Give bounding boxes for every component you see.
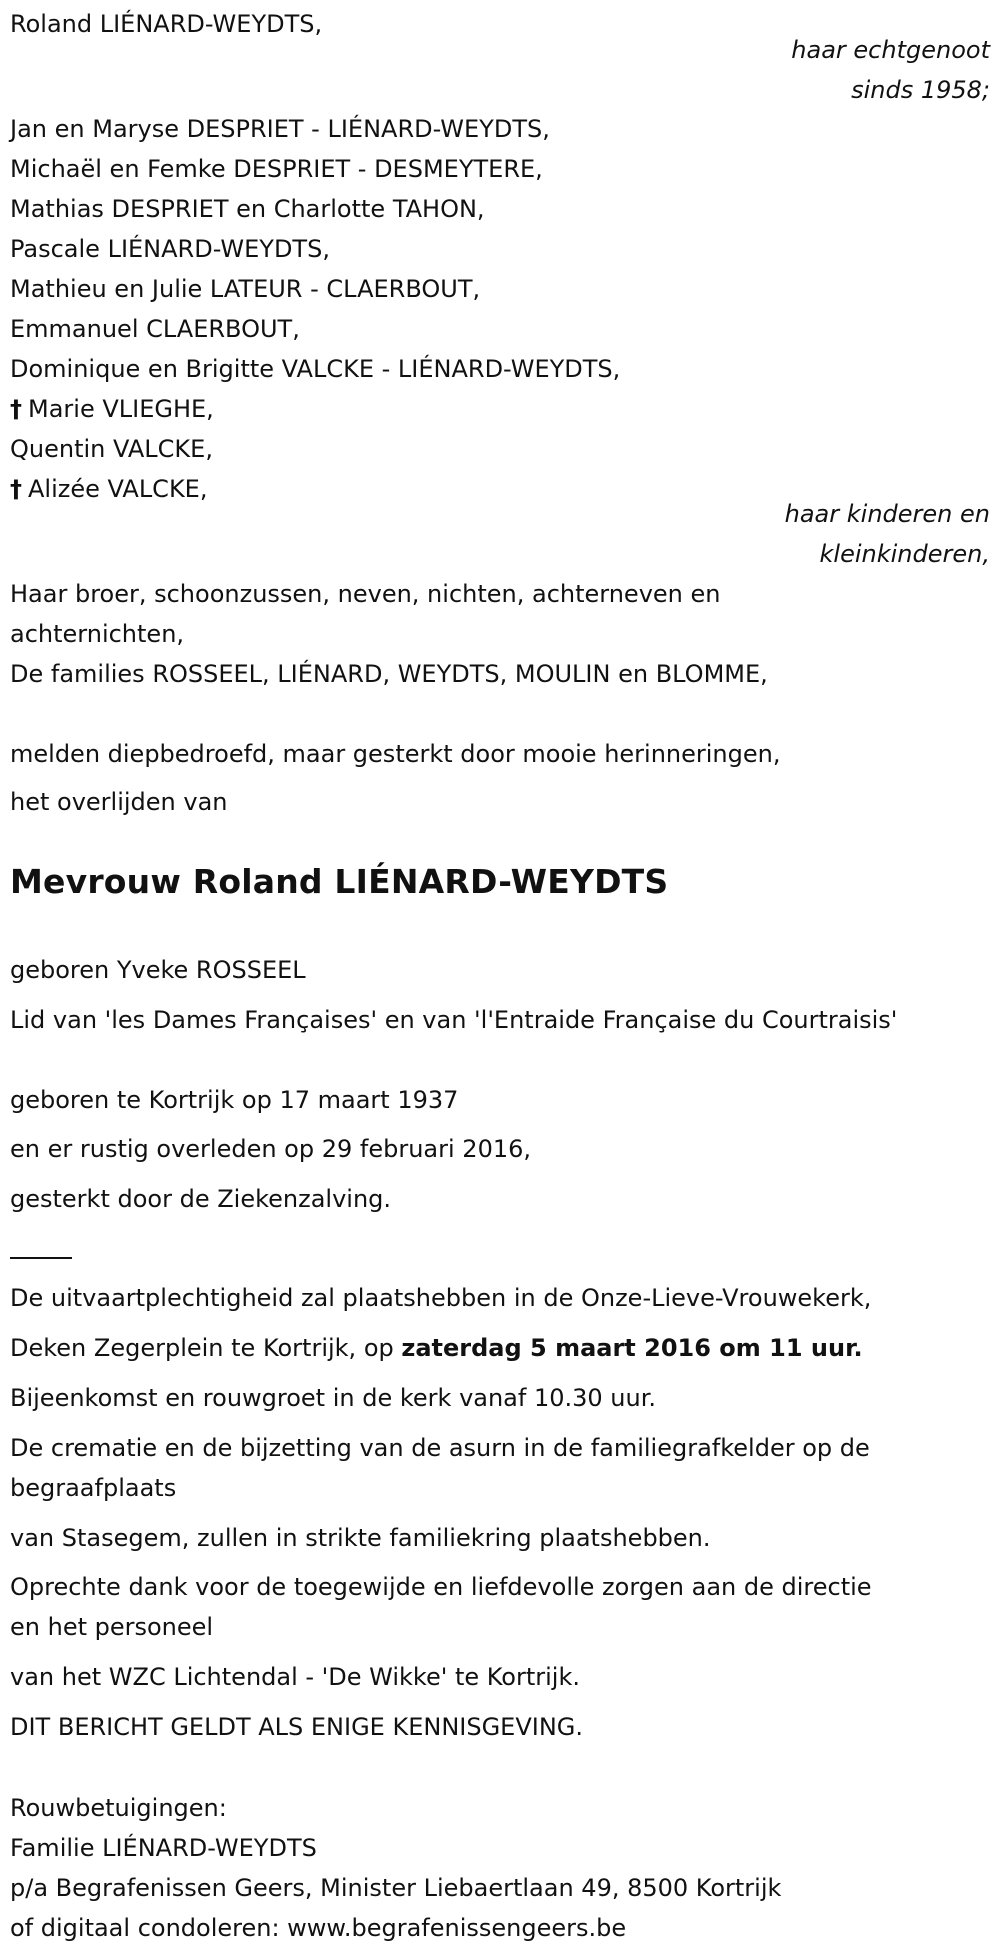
- condolences-address: p/a Begrafenissen Geers, Minister Liebaertlaan 49, 8500 Kortrijk: [10, 1874, 782, 1902]
- relatives-line3: De families ROSSEEL, LIÉNARD, WEYDTS, MOULIN en BLOMME,: [10, 660, 768, 688]
- family-line: Mathias DESPRIET en Charlotte TAHON,: [10, 195, 485, 223]
- funeral-line4a: De crematie en de bijzetting van de asurn in de familiegrafkelder op de: [10, 1434, 870, 1462]
- family-line: Emmanuel CLAERBOUT,: [10, 315, 300, 343]
- family-line: Pascale LIÉNARD-WEYDTS,: [10, 235, 330, 263]
- family-line: Jan en Maryse DESPRIET - LIÉNARD-WEYDTS,: [10, 115, 550, 143]
- family-line-deceased: [10, 477, 207, 501]
- born-as: geboren Yveke ROSSEEL: [10, 956, 306, 984]
- family-line: Mathieu en Julie LATEUR - CLAERBOUT,: [10, 275, 481, 303]
- cross-icon: †: [10, 395, 22, 423]
- funeral-line4b: begraafplaats: [10, 1474, 177, 1502]
- funeral-line6a: Oprechte dank voor de toegewijde en liefdevolle zorgen aan de directie: [10, 1573, 872, 1601]
- membership: Lid van 'les Dames Françaises' en van 'l'Entraide Française du Courtraisis': [10, 1006, 898, 1034]
- family-line: Quentin VALCKE,: [10, 435, 213, 463]
- condolences-recipient: Familie LIÉNARD-WEYDTS: [10, 1834, 317, 1862]
- funeral-line6b: en het personeel: [10, 1613, 214, 1641]
- death-info: en er rustig overleden op 29 februari 2016,: [10, 1135, 532, 1163]
- cross-icon: †: [10, 475, 22, 503]
- funeral-datetime: zaterdag 5 maart 2016 om 11 uur.: [401, 1334, 863, 1362]
- children-relation-line2: kleinkinderen,: [819, 540, 990, 568]
- sacrament-info: gesterkt door de Ziekenzalving.: [10, 1185, 392, 1213]
- family-member-name: Marie VLIEGHE,: [28, 395, 214, 423]
- family-member-name: Alizée VALCKE,: [28, 475, 208, 503]
- deceased-name-heading: Mevrouw Roland LIÉNARD-WEYDTS: [10, 862, 669, 901]
- notice-statement: DIT BERICHT GELDT ALS ENIGE KENNISGEVING.: [10, 1713, 584, 1741]
- family-line: Michaël en Femke DESPRIET - DESMEYTERE,: [10, 155, 543, 183]
- condolences-label: Rouwbetuigingen:: [10, 1794, 227, 1822]
- spouse-relation-line1: haar echtgenoot: [791, 36, 990, 64]
- family-line-deceased: [10, 397, 214, 421]
- relatives-line1: Haar broer, schoonzussen, neven, nichten, achterneven en: [10, 580, 721, 608]
- birth-info: geboren te Kortrijk op 17 maart 1937: [10, 1086, 459, 1114]
- family-line: Dominique en Brigitte VALCKE - LIÉNARD-WEYDTS,: [10, 355, 621, 383]
- relatives-line2: achternichten,: [10, 620, 185, 648]
- announcement-line1: melden diepbedroefd, maar gesterkt door mooie herinneringen,: [10, 740, 781, 768]
- children-relation-line1: haar kinderen en: [784, 500, 990, 528]
- funeral-line7: van het WZC Lichtendal - 'De Wikke' te Kortrijk.: [10, 1663, 580, 1691]
- funeral-line2: [10, 1336, 863, 1360]
- funeral-line3: Bijeenkomst en rouwgroet in de kerk vanaf 10.30 uur.: [10, 1384, 657, 1412]
- spouse-name: Roland LIÉNARD-WEYDTS,: [10, 10, 323, 38]
- announcement-line2: het overlijden van: [10, 788, 228, 816]
- funeral-location: Deken Zegerplein te Kortrijk, op: [10, 1334, 402, 1362]
- spouse-relation-line2: sinds 1958;: [851, 76, 990, 104]
- condolences-online-link[interactable]: of digitaal condoleren: www.begrafenissengeers.be: [10, 1914, 627, 1942]
- funeral-line1: De uitvaartplechtigheid zal plaatshebben in de Onze-Lieve-Vrouwekerk,: [10, 1284, 872, 1312]
- separator-rule: [10, 1257, 72, 1259]
- funeral-line5: van Stasegem, zullen in strikte familiekring plaatshebben.: [10, 1524, 711, 1552]
